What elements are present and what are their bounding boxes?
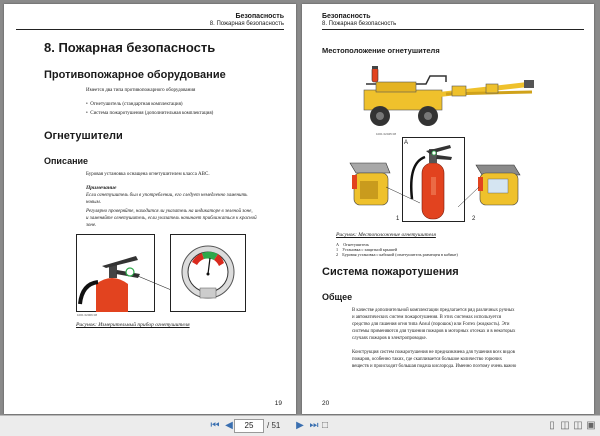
legend-item: 1 Установка с защитной крышей [336, 247, 398, 252]
single-page-icon[interactable]: ▯ [549, 420, 555, 431]
list-item: • Огнетушитель (стандартная комплектация) [86, 102, 183, 107]
paragraph-line: случаях пожаров в электропроводке. [352, 336, 427, 341]
heading-system: Система пожаротушения [322, 266, 459, 278]
two-page-icon[interactable]: ◫ [573, 420, 583, 431]
note-line: новым. [86, 200, 101, 205]
legend-item: A Огнетушитель [336, 242, 370, 247]
note-line: Регулярно проверяйте, находится ли указатель на индикаторе в зеленой зоне, [86, 209, 253, 214]
paragraph-line: системы применяются для тушения пожаров в моторных отсеках и в некоторых [352, 329, 516, 334]
equipment-intro: Имеется два типа противопожарного оборудования [86, 88, 196, 93]
previous-page-button[interactable]: ◀ [225, 420, 233, 431]
list-item: • Система пожаротушения (дополнительная комплектация) [86, 111, 214, 116]
figure-caption: Рисунок: Местоположение огнетушителя [336, 232, 436, 238]
heading-equipment: Противопожарное оборудование [44, 69, 226, 81]
note-line: Если огнетушитель был в употреблении, его следует немедленно заменить [86, 193, 248, 198]
scroll-page-icon[interactable]: ◫ [560, 420, 570, 431]
extinguisher-location-figure [346, 137, 528, 229]
page-number: 20 [322, 400, 330, 407]
page-number-field[interactable]: 25 [234, 419, 264, 433]
note-line: зоне. [86, 223, 97, 228]
figure-caption: Рисунок: Измерительный прибор огнетушителя [76, 322, 190, 328]
paragraph-line: Конструкция систем пожаротушения не предназначена для тушения всех видов [352, 350, 515, 355]
figure-code: 1001 02006 08 [77, 313, 98, 317]
page-20 [302, 4, 594, 414]
heading-extinguishers: Огнетушители [44, 130, 123, 142]
paragraph-line: В качестве дополнительной комплектации предлагается ряд различных ручных [352, 308, 515, 313]
legend-item: 2 Буровая установка с кабиной (огнетушитель размещен в кабине) [336, 252, 458, 257]
page-total: / 51 [267, 421, 281, 430]
header-subtitle: 8. Пожарная безопасность [209, 21, 284, 27]
page-number: 19 [274, 400, 282, 407]
header-rule [322, 29, 584, 30]
drill-rig-illustration [356, 64, 536, 136]
figure-code: 1001 02045 08 [376, 132, 397, 136]
header-title: Безопасность [322, 13, 371, 20]
header-subtitle: 8. Пожарная безопасность [322, 21, 397, 27]
header-title: Безопасность [235, 13, 284, 20]
heading-description: Описание [44, 156, 89, 166]
paragraph-line: веществ и происходит большая подача кислорода. Именно поэтому очень важно [352, 364, 517, 369]
fullscreen-icon[interactable]: ▣ [586, 420, 596, 431]
paragraph-line: пожаров, особенно таких, где скапливается большое количество горючих [352, 357, 502, 362]
fit-page-icon[interactable]: □ [321, 420, 329, 431]
last-page-button[interactable]: ⏭ [309, 420, 319, 431]
extinguisher-gauge-figure [76, 234, 246, 312]
paragraph-line: и автоматических систем пожаротушения. В этих системах используется [352, 315, 502, 320]
description-text: Буровая установка оснащена огнетушителем класса ABC. [86, 172, 210, 177]
chapter-title: 8. Пожарная безопасность [44, 40, 216, 55]
note-title: Примечание [86, 185, 117, 191]
heading-location: Местоположение огнетушителя [322, 46, 440, 55]
page-19 [4, 4, 296, 414]
first-page-button[interactable]: ⏮ [210, 420, 220, 431]
next-page-button[interactable]: ▶ [296, 420, 304, 431]
header-rule [16, 29, 284, 30]
viewer-toolbar [0, 415, 600, 436]
heading-general: Общее [322, 292, 353, 302]
callout-1: 1 [396, 216, 400, 222]
callout-2: 2 [472, 216, 476, 222]
note-line: и заменяйте огнетушитель, если указатель начинает приближаться к красной [86, 216, 257, 221]
callout-a: A [404, 140, 409, 146]
paragraph-line: средство для гашения огня типа Ansul (порошок) или Forrex (жидкость). Эти [352, 322, 510, 327]
